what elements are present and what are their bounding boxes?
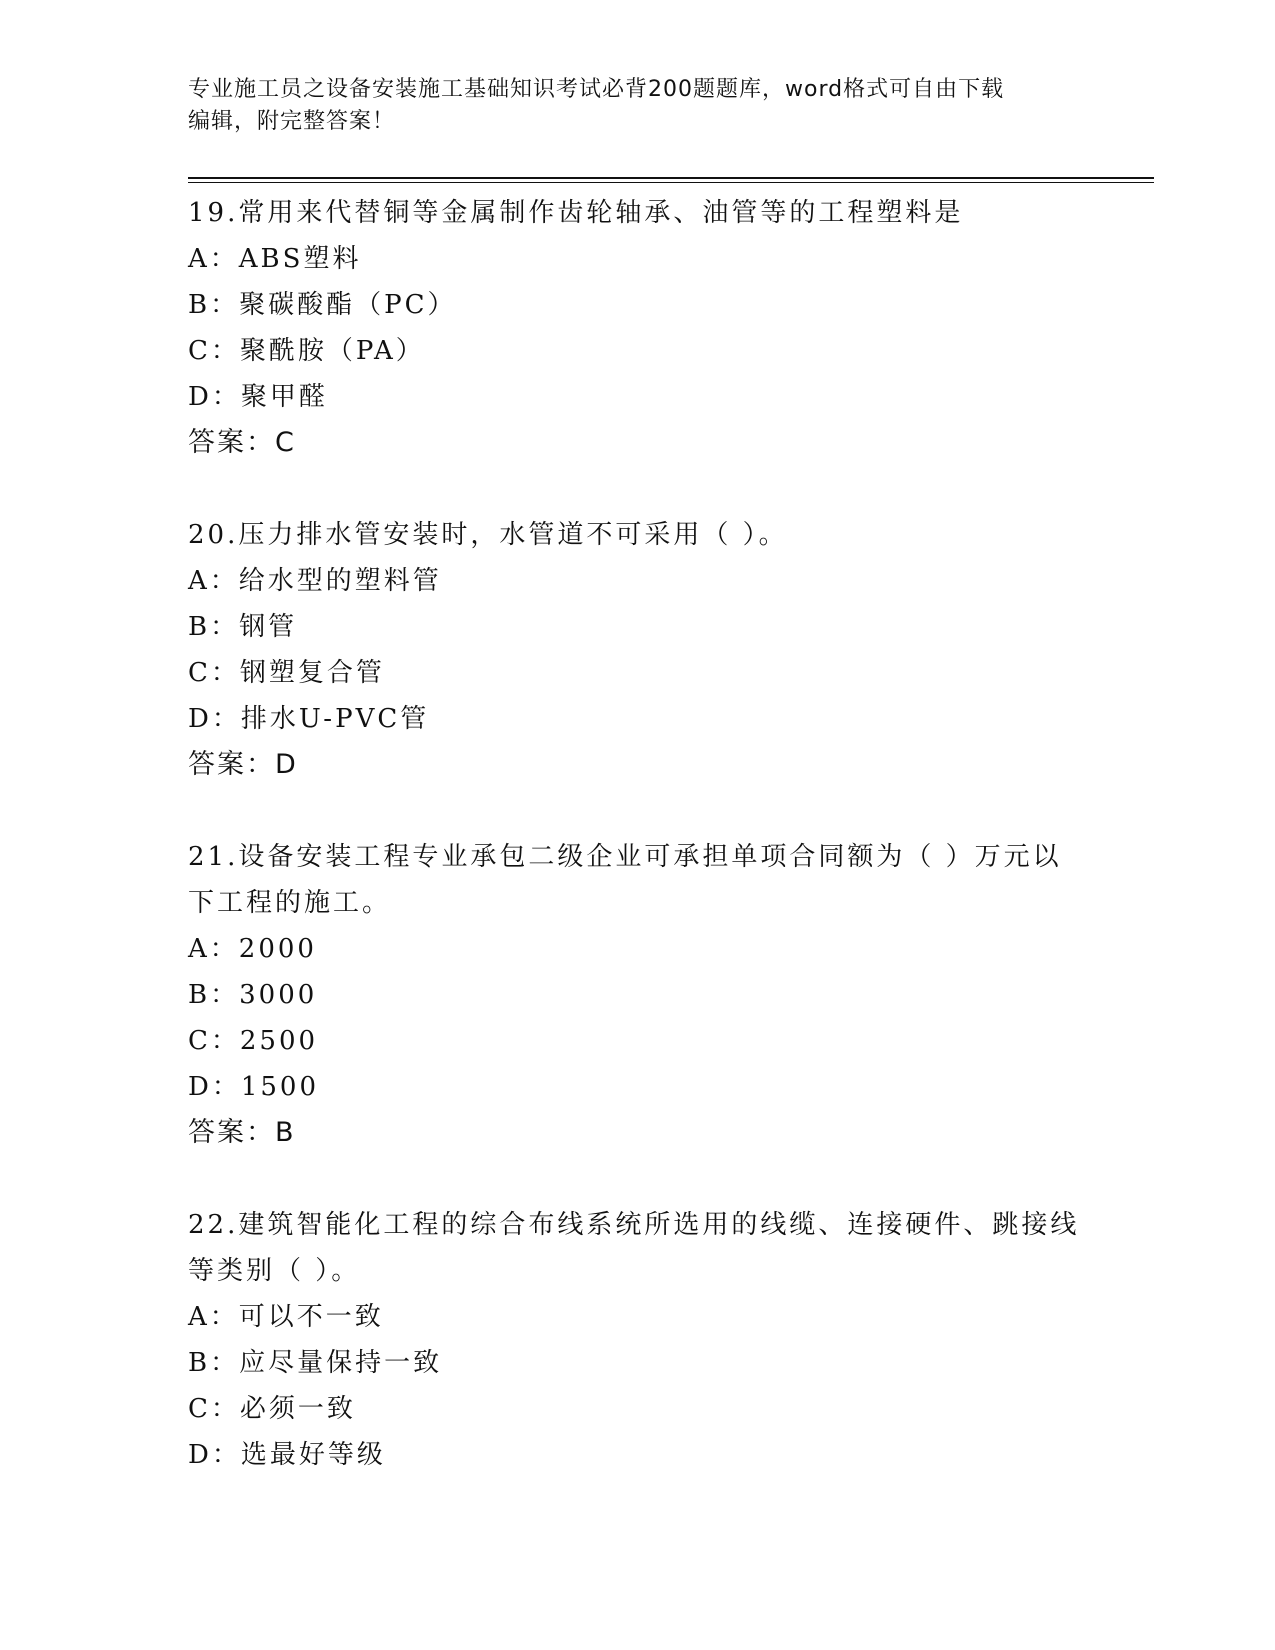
header-line-1: 专业施工员之设备安装施工基础知识考试必背200题题库，word格式可自由下载 — [188, 77, 1005, 102]
option-a: A：可以不一致 — [188, 1302, 384, 1332]
document-header — [188, 74, 1088, 138]
option-d: D：聚甲醛 — [188, 382, 328, 412]
question-text: 20.压力排水管安装时，水管道不可采用（ ）。 — [188, 520, 788, 550]
header-divider-thick — [188, 177, 1154, 179]
option-a: A：给水型的塑料管 — [188, 566, 442, 596]
option-c: C：2500 — [188, 1026, 319, 1056]
option-a: A：2000 — [188, 934, 317, 964]
option-b: B：3000 — [188, 980, 318, 1010]
question-text: 21.设备安装工程专业承包二级企业可承担单项合同额为（ ）万元以下工程的施工。 — [188, 842, 1062, 918]
option-c: C：必须一致 — [188, 1394, 356, 1424]
option-d: D：排水U-PVC管 — [188, 704, 430, 734]
option-d: D：选最好等级 — [188, 1440, 386, 1470]
answer-line: 答案：B — [188, 1117, 296, 1148]
question-19 — [188, 190, 1088, 466]
header-divider-thin — [188, 182, 1154, 183]
option-b: B：应尽量保持一致 — [188, 1348, 443, 1378]
question-22 — [188, 1202, 1088, 1478]
option-b: B：聚碳酸酯（PC） — [188, 290, 457, 320]
question-21 — [188, 834, 1088, 1156]
answer-line: 答案：D — [188, 749, 298, 780]
option-d: D：1500 — [188, 1072, 320, 1102]
header-line-2: 编辑，附完整答案！ — [188, 109, 396, 134]
option-a: A：ABS塑料 — [188, 244, 362, 274]
question-text: 19.常用来代替铜等金属制作齿轮轴承、油管等的工程塑料是 — [188, 198, 964, 228]
question-20 — [188, 512, 1088, 788]
answer-line: 答案：C — [188, 427, 296, 458]
option-b: B：钢管 — [188, 612, 298, 642]
question-text: 22.建筑智能化工程的综合布线系统所选用的线缆、连接硬件、跳接线等类别（ ）。 — [188, 1210, 1080, 1286]
option-c: C：钢塑复合管 — [188, 658, 385, 688]
question-list — [188, 190, 1088, 1524]
option-c: C：聚酰胺（PA） — [188, 336, 425, 366]
